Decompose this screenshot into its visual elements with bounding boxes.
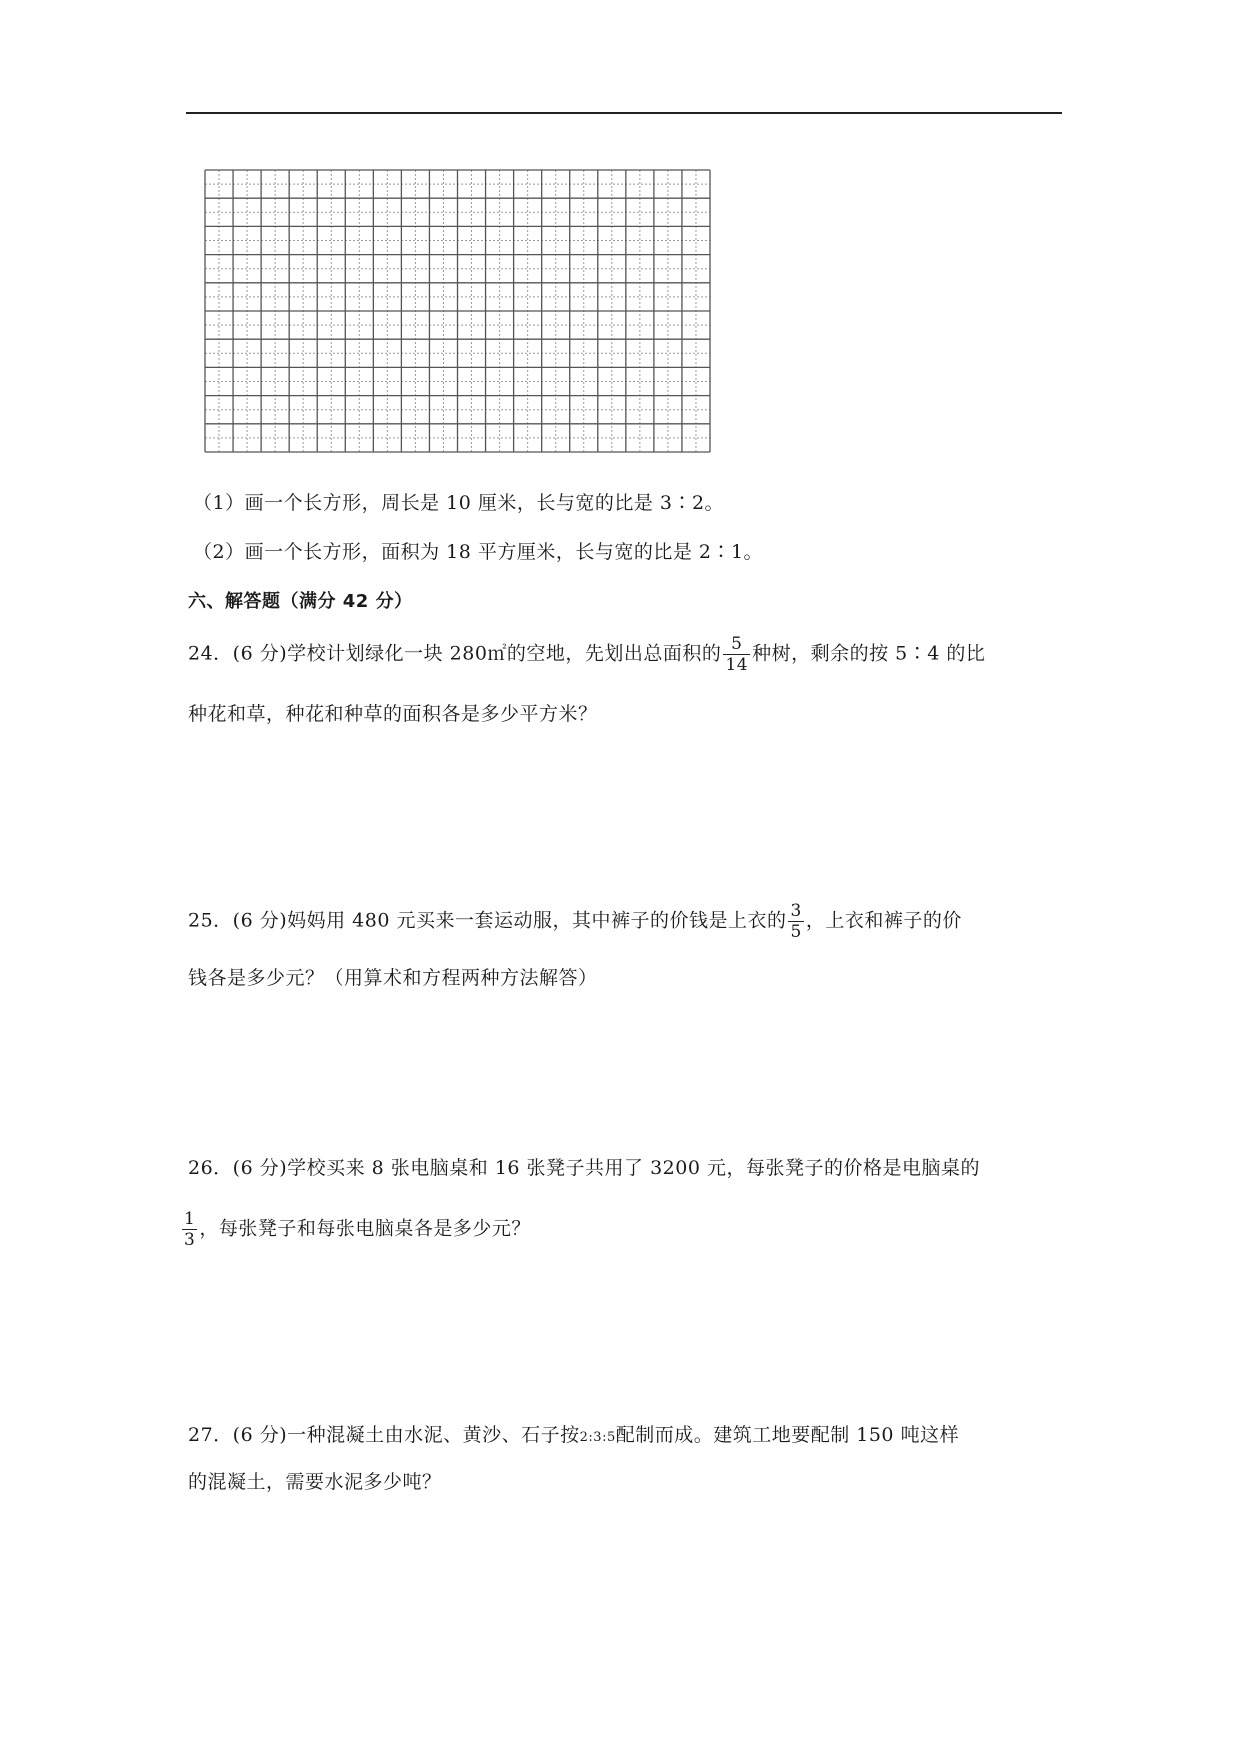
q26-frac-den: 3 [184, 1230, 196, 1250]
q25-fraction [788, 901, 803, 942]
q24-frac-num: 5 [723, 634, 750, 655]
q24-line2: 种花和草，种花和种草的面积各是多少平方米？ [188, 703, 598, 725]
q25-line1 [188, 901, 962, 942]
q25-text-b: ，上衣和裤子的价 [805, 909, 962, 932]
q26-line2 [180, 1209, 531, 1250]
q26-line1: 26．(6 分)学校买来 8 张电脑桌和 16 张凳子共用了 3200 元，每张凳子的价格是电脑桌的 [188, 1157, 980, 1179]
q27-line2: 的混凝土，需要水泥多少吨？ [188, 1471, 442, 1493]
square-grid [203, 168, 712, 454]
q24-frac-den: 14 [725, 655, 749, 675]
q24-text-b: 种树，剩余的按 5∶4 的比 [752, 642, 986, 665]
q25-frac-den: 5 [790, 922, 802, 942]
section-title: 六、解答题（满分 42 分） [188, 591, 413, 612]
q23-part1: （1）画一个长方形，周长是 10 厘米，长与宽的比是 3∶2。 [193, 492, 725, 514]
q27-line1 [188, 1420, 959, 1453]
q24-text-a: 24．(6 分)学校计划绿化一块 280㎡的空地，先划出总面积的 [188, 642, 722, 665]
q25-text-a: 25．(6 分)妈妈用 480 元买来一套运动服，其中裤子的价钱是上衣的 [188, 909, 787, 932]
q26-frac-num: 1 [184, 1209, 196, 1229]
q25-frac-num: 3 [790, 901, 802, 921]
q26-text-b: ，每张凳子和每张电脑桌各是多少元？ [199, 1217, 531, 1240]
q27-text-a: 27．(6 分)一种混凝土由水泥、黄沙、石子按 [188, 1424, 580, 1446]
q23-part2: （2）画一个长方形，面积为 18 平方厘米，长与宽的比是 2∶1。 [193, 541, 764, 563]
q25-line2: 钱各是多少元？（用算术和方程两种方法解答） [188, 967, 598, 989]
q27-text-b: 配制而成。建筑工地要配制 150 吨这样 [615, 1424, 960, 1446]
q26-fraction [182, 1209, 197, 1250]
header-rule [186, 112, 1062, 114]
q24-fraction [723, 634, 750, 675]
q27-ratio: 2:3:5 [579, 1430, 616, 1445]
q24-line1 [188, 634, 985, 675]
